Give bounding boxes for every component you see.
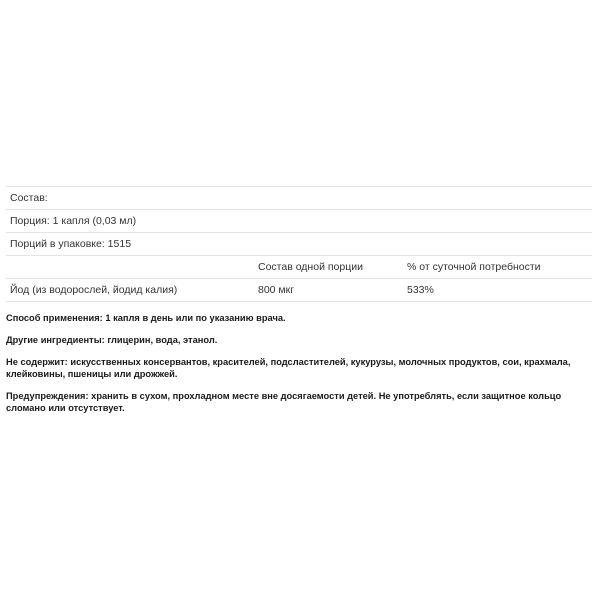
- ingredient-amount: 800 мкг: [254, 279, 403, 302]
- other-ingredients-note: Другие ингредиенты: глицерин, вода, этанол.: [6, 335, 218, 345]
- servings-per-pack: Порций в упаковке: 1515: [6, 233, 592, 256]
- ingredient-name: Йод (из водорослей, йодид калия): [6, 279, 254, 302]
- header-dv: % от суточной потребности: [403, 256, 592, 279]
- header-name: [6, 256, 254, 279]
- table-header-row: [6, 256, 592, 279]
- header-amount: Состав одной порции: [254, 256, 403, 279]
- composition-label: Состав:: [6, 187, 592, 210]
- product-notes: [6, 312, 594, 424]
- ingredient-dv: 533%: [403, 279, 592, 302]
- table-row: [6, 279, 592, 302]
- usage-note: Способ применения: 1 капля в день или по указанию врача.: [6, 313, 286, 323]
- serving-size: Порция: 1 капля (0,03 мл): [6, 210, 592, 233]
- free-from-note: Не содержит: искусственных консервантов, красителей, подсластителей, кукурузы, молочных продуктов, сои, крахмала, клейковины, пшеницы или дрожжей.: [6, 357, 571, 379]
- supplement-facts-table: [6, 186, 592, 302]
- warnings-note: Предупреждения: хранить в сухом, прохладном месте вне досягаемости детей. Не употреблять, если защитное кольцо сломано или отсутствует.: [6, 391, 562, 413]
